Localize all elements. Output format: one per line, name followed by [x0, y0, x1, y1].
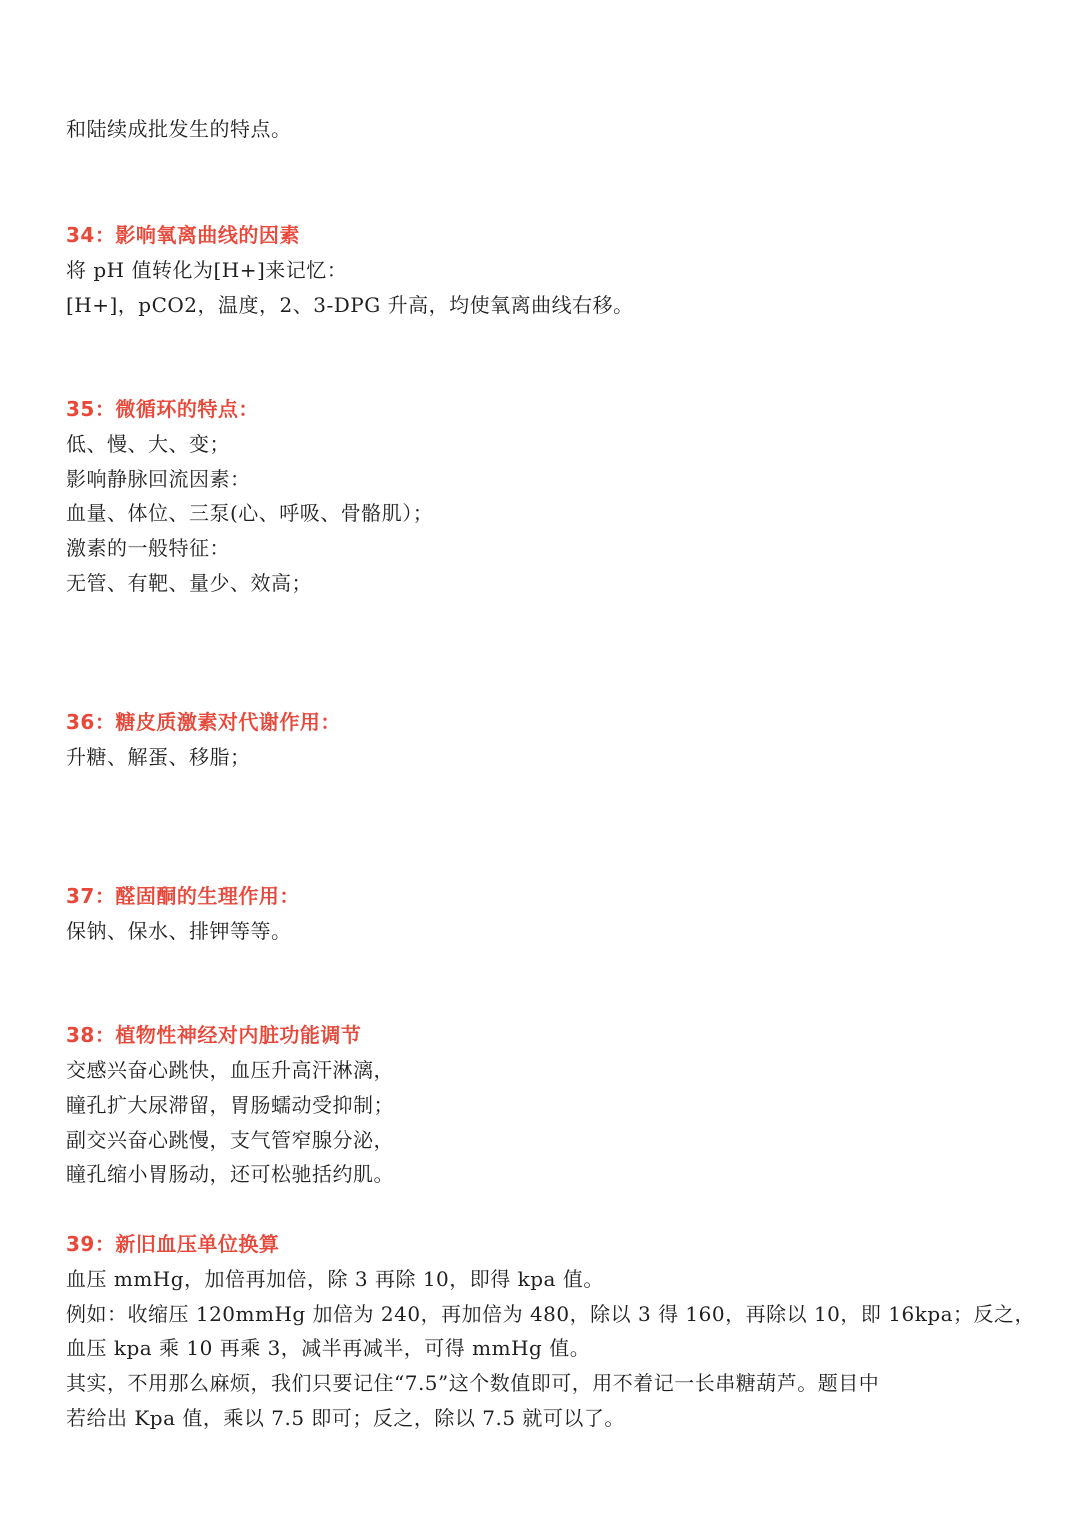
section-35-line-2: 影响静脉回流因素： — [66, 467, 251, 491]
section-34-heading: 34：影响氧离曲线的因素 — [66, 223, 300, 247]
section-35-line-3: 血量、体位、三泵(心、呼吸、骨骼肌）； — [66, 501, 434, 525]
section-35-line-4: 激素的一般特征： — [66, 536, 230, 560]
section-38-line-2: 瞳孔扩大尿滞留，胃肠蠕动受抑制； — [66, 1093, 394, 1117]
section-39-line-5: 若给出 Kpa 值，乘以 7.5 即可；反之，除以 7.5 就可以了。 — [66, 1406, 625, 1430]
section-35-line-1: 低、慢、大、变； — [66, 432, 230, 456]
section-38-line-1: 交感兴奋心跳快，血压升高汗淋漓， — [66, 1058, 394, 1082]
section-37-heading: 37：醛固酮的生理作用： — [66, 884, 300, 908]
section-37-line-1: 保钠、保水、排钾等等。 — [66, 919, 292, 943]
section-36-heading: 36：糖皮质激素对代谢作用： — [66, 710, 341, 734]
section-39-line-2: 例如：收缩压 120mmHg 加倍为 240，再加倍为 480，除以 3 得 160，再除以 10，即 16kpa；反之， — [66, 1302, 1036, 1326]
section-34-line-1: 将 pH 值转化为[H+]来记忆： — [66, 258, 348, 282]
section-36-line-1: 升糖、解蛋、移脂； — [66, 745, 251, 769]
section-38-line-3: 副交兴奋心跳慢，支气管窄腺分泌， — [66, 1128, 394, 1152]
section-35-heading: 35：微循环的特点： — [66, 397, 259, 421]
section-39-heading: 39：新旧血压单位换算 — [66, 1232, 280, 1256]
section-39-line-1: 血压 mmHg，加倍再加倍，除 3 再除 10，即得 kpa 值。 — [66, 1267, 604, 1291]
section-39-line-4: 其实，不用那么麻烦，我们只要记住“7.5”这个数值即可，用不着记一长串糖葫芦。题目中 — [66, 1371, 880, 1395]
section-35-line-5: 无管、有靶、量少、效高； — [66, 571, 312, 595]
section-34-line-2: [H+]，pCO2，温度，2、3-DPG 升高，均使氧离曲线右移。 — [66, 293, 634, 317]
intro-continuation-text: 和陆续成批发生的特点。 — [66, 117, 292, 141]
section-38-heading: 38：植物性神经对内脏功能调节 — [66, 1023, 362, 1047]
section-38-line-4: 瞳孔缩小胃肠动，还可松驰括约肌。 — [66, 1162, 394, 1186]
section-39-line-3: 血压 kpa 乘 10 再乘 3，减半再减半，可得 mmHg 值。 — [66, 1336, 591, 1360]
